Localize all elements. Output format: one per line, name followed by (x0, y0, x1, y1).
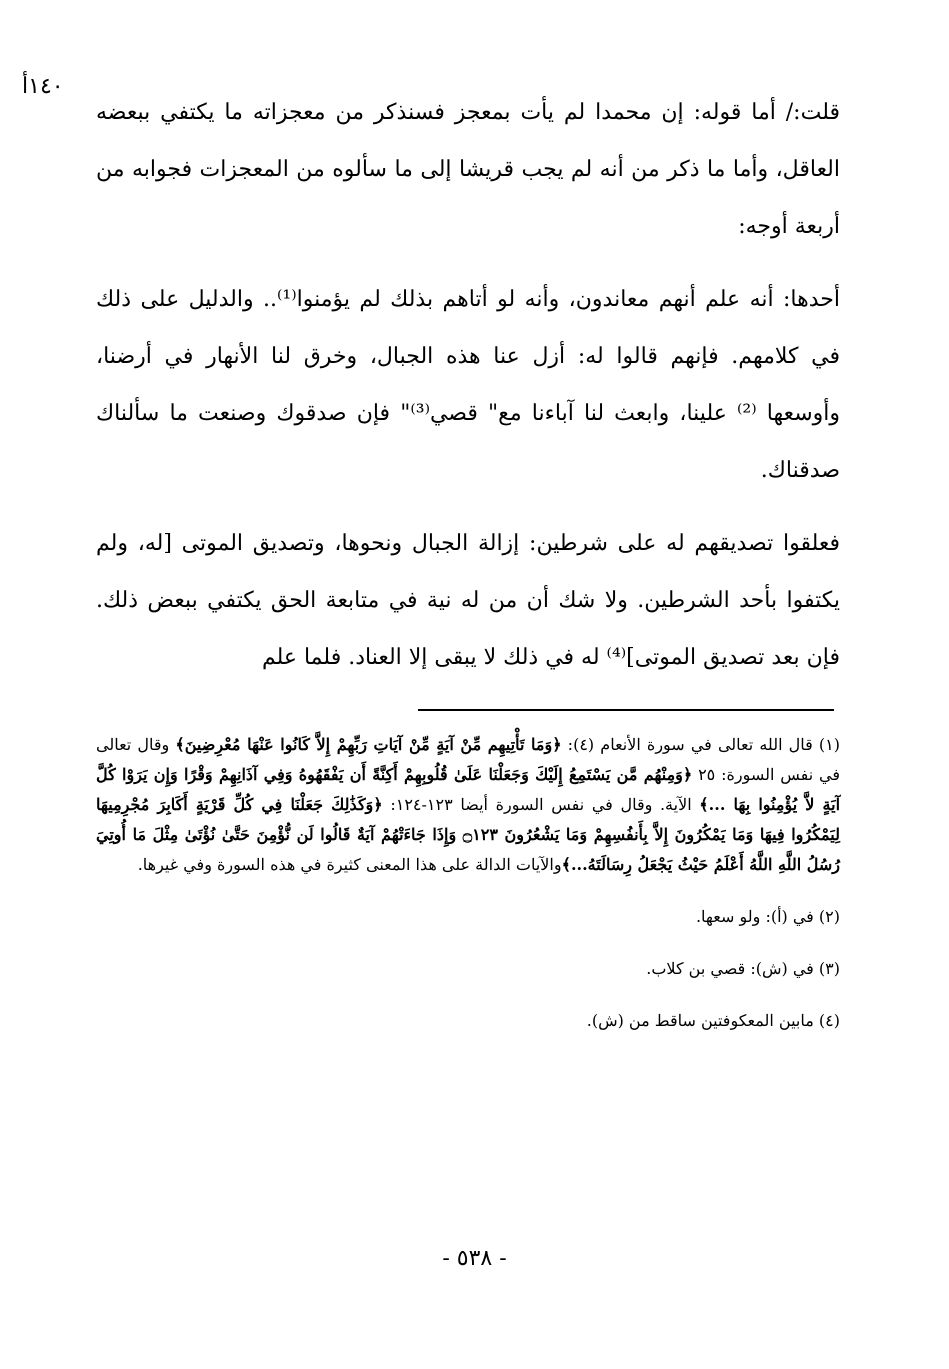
footnote-1-text-d: والآيات الدالة على هذا المعنى كثيرة في هذه السورة وفي غيرها. (137, 855, 562, 874)
footnote-1 (96, 730, 840, 880)
footnote-1-text-c: الآية. وقال في نفس السورة أيضا ١٢٣-١٢٤: (382, 795, 700, 814)
footnote-1-text-a: (١) قال الله تعالى في سورة الأنعام (٤): (561, 735, 840, 754)
paragraph-2: أحدها: أنه علم أنهم معاندون، وأنه لو أتاهم بذلك لم يؤمنوا⁽¹⁾.. والدليل على ذلك في كلامهم. فإنهم قالوا له: أزل عنا هذه الجبال، وخرق لنا الأنهار في أرضنا، وأوسعها ⁽²⁾ علينا، وابعث لنا آباءنا مع" قصي⁽³⁾" فإن صدقوك وصنعت ما سألناك صدقناك. (96, 287, 840, 483)
footnote-4: (٤) مابين المعكوفتين ساقط من (ش). (586, 1011, 840, 1030)
footnotes-block (96, 730, 840, 1036)
quran-quote-2: ﴿وَمِنْهُم مَّن يَسْتَمِعُ إِلَيْكَ وَجَعَلْنَا عَلَىٰ قُلُوبِهِمْ أَكِنَّةً أَن يَفْقَهُوهُ وَفِي آذَانِهِمْ وَقْرًا وَإِن يَرَوْا كُلَّ آيَةٍ لاَّ يُؤْمِنُوا بِهَا ...﴾ (96, 765, 841, 814)
page-number: - ٥٣٨ - (442, 1246, 507, 1271)
footnote-divider (418, 709, 834, 711)
main-text-block (96, 84, 840, 686)
quran-quote-1: ﴿وَمَا تَأْتِيهِم مِّنْ آيَةٍ مِّنْ آيَاتِ رَبِّهِمْ إِلاَّ كَانُوا عَنْهَا مُعْرِضِينَ﴾ (175, 735, 562, 754)
quran-quote-3: ﴿وَكَذَٰلِكَ جَعَلْنَا فِي كُلِّ قَرْيَةٍ أَكَابِرَ مُجْرِمِيهَا لِيَمْكُرُوا فِيهَا وَمَا يَمْكُرُونَ إِلاَّ بِأَنفُسِهِمْ وَمَا يَشْعُرُونَ ۝١٢٣ وَإِذَا جَاءَتْهُمْ آيَةٌ قَالُوا لَن نُّؤْمِنَ حَتَّىٰ نُؤْتَىٰ مِثْلَ مَا أُوتِيَ رُسُلُ اللَّهِ اللَّهُ أَعْلَمُ حَيْثُ يَجْعَلُ رِسَالَتَهُ...﴾ (96, 795, 841, 874)
margin-folio-note: ١٤٠أ (22, 74, 64, 99)
footnote-1-text-b: وقال تعالى في نفس السورة: ٢٥ (96, 735, 841, 784)
footnote-2: (٢) في (أ): ولو سعها. (695, 907, 840, 926)
paragraph-3: فعلقوا تصديقهم له على شرطين: إزالة الجبال ونحوها، وتصديق الموتى [له، ولم يكتفوا بأحد الشرطين. ولا شك أن من له نية في متابعة الحق يكتفي ببعض ذلك. فإن بعد تصديق الموتى]⁽⁴⁾ له في ذلك لا يبقى إلا العناد. فلما علم (96, 531, 840, 670)
paragraph-1: قلت:/ أما قوله: إن محمدا لم يأت بمعجز فسنذكر من معجزاته ما يكتفي ببعضه العاقل، وأما ما ذكر من أنه لم يجب قريشا إلى ما سألوه من المعجزات فجوابه من أربعة أوجه: (96, 100, 840, 239)
footnote-3: (٣) في (ش): قصي بن كلاب. (646, 959, 840, 978)
